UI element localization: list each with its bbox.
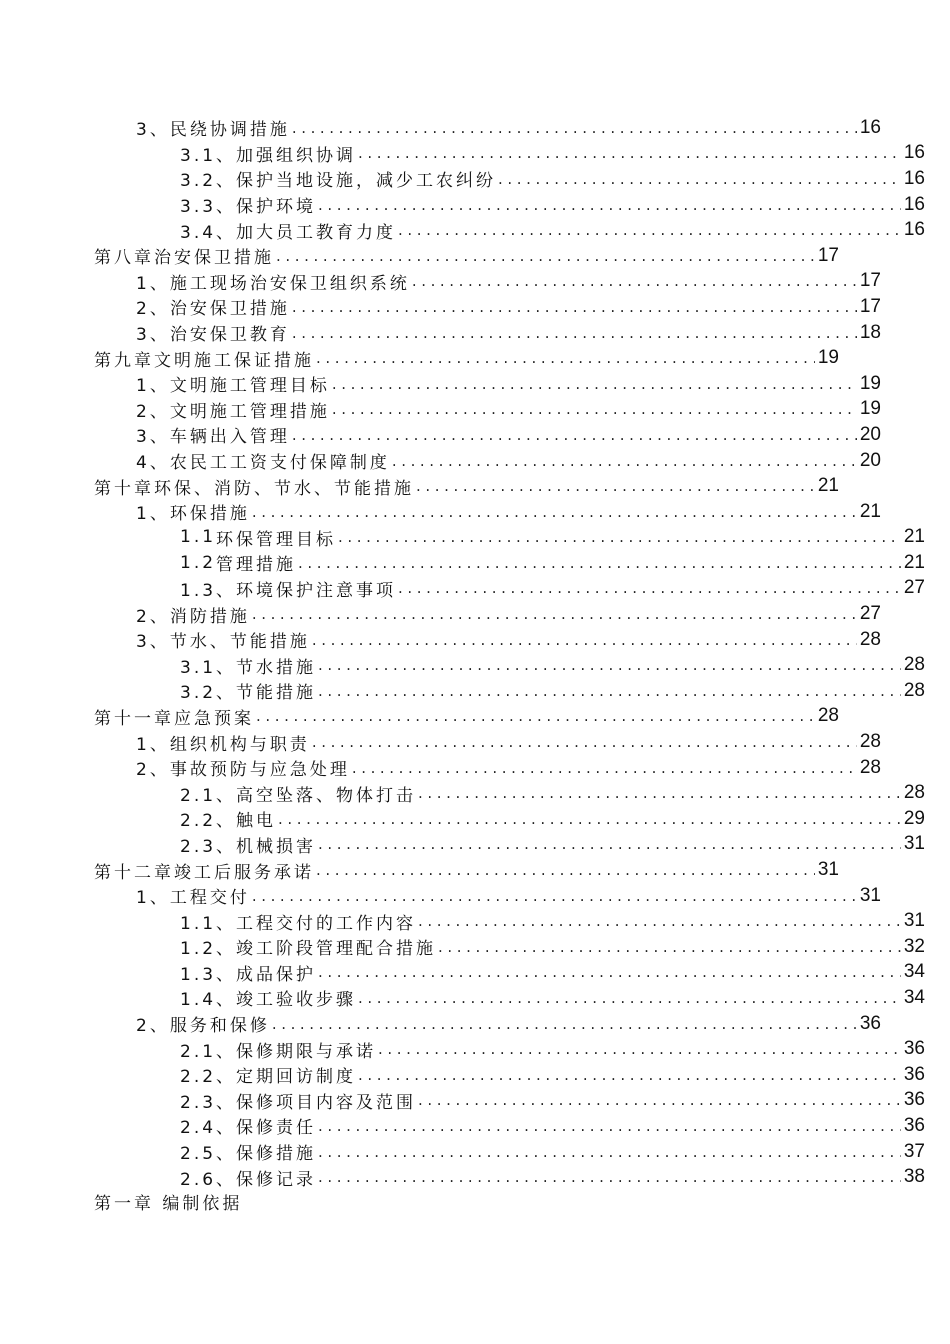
toc-entry-page-number: 36	[903, 1089, 925, 1111]
toc-entry-title: 定期回访制度	[236, 1067, 357, 1088]
toc-entry-title: 环保措施	[169, 504, 250, 525]
toc-dot-leader	[292, 118, 857, 138]
toc-entry[interactable]	[0, 1088, 925, 1114]
toc-entry-page-number: 27	[903, 577, 925, 599]
toc-entry-title: 节水措施	[236, 657, 317, 678]
toc-entry-number: 2、	[136, 760, 170, 781]
toc-entry-title: 组织机构与职责	[169, 734, 310, 755]
toc-dot-leader	[332, 399, 857, 419]
toc-entry[interactable]	[0, 371, 881, 397]
toc-entry-page-number: 36	[903, 1063, 925, 1085]
toc-entry[interactable]	[0, 115, 881, 141]
toc-entry[interactable]	[0, 320, 881, 346]
toc-entry-page-number: 28	[859, 628, 881, 650]
toc-entry-number: 第十章	[94, 478, 154, 499]
toc-entry-page-number: 21	[903, 551, 925, 573]
toc-dot-leader	[292, 297, 857, 317]
toc-dot-leader	[398, 220, 901, 240]
toc-entry-page-number: 28	[903, 654, 925, 676]
toc-entry[interactable]	[0, 550, 925, 576]
toc-entry-page-number: 34	[903, 961, 925, 983]
toc-entry[interactable]	[0, 1164, 925, 1190]
toc-entry-number: 2、	[136, 299, 170, 320]
toc-entry[interactable]	[0, 166, 925, 192]
toc-entry-number: 1、	[136, 376, 170, 397]
toc-entry-number: 2.6、	[180, 1169, 237, 1190]
toc-entry-page-number: 16	[903, 219, 925, 241]
toc-dot-leader	[316, 348, 815, 368]
toc-entry-number: 1、	[136, 734, 170, 755]
toc-entry-page-number: 36	[859, 1012, 881, 1034]
toc-entry-title: 保护环境	[236, 197, 317, 218]
toc-entry-title: 治安保卫教育	[169, 325, 290, 346]
toc-entry-number: 第八章	[94, 248, 154, 269]
toc-entry[interactable]	[0, 422, 881, 448]
toc-entry[interactable]	[0, 525, 925, 551]
toc-entry-title: 保修责任	[236, 1118, 317, 1139]
toc-entry-page-number: 31	[903, 910, 925, 932]
toc-entry-number: 1、	[136, 273, 170, 294]
toc-entry-number: 4、	[136, 453, 170, 474]
toc-entry-page-number: 31	[817, 859, 839, 881]
toc-entry-title: 消防措施	[169, 606, 250, 627]
toc-dot-leader	[252, 886, 857, 906]
toc-entry[interactable]	[0, 652, 925, 678]
toc-entry-title: 农民工工资支付保障制度	[169, 453, 390, 474]
toc-dot-leader	[498, 169, 901, 189]
toc-dot-leader	[318, 1116, 901, 1136]
toc-entry-page-number: 31	[903, 833, 925, 855]
toc-entry-page-number: 16	[903, 142, 925, 164]
toc-entry-number: 2、	[136, 606, 170, 627]
toc-entry[interactable]	[0, 217, 925, 243]
toc-dot-leader	[276, 246, 815, 266]
toc-entry-title: 机械损害	[236, 836, 317, 857]
chapter-heading	[94, 1189, 242, 1214]
toc-dot-leader	[332, 374, 857, 394]
toc-entry-number: 1.3、	[180, 964, 237, 985]
toc-entry-page-number: 17	[859, 295, 881, 317]
toc-dot-leader	[358, 143, 901, 163]
toc-entry-number: 3、	[136, 120, 170, 141]
toc-dot-leader	[418, 911, 901, 931]
toc-entry-number: 1.2	[180, 552, 217, 573]
toc-entry[interactable]	[0, 627, 881, 653]
toc-entry-number: 1.3、	[180, 580, 237, 601]
toc-entry[interactable]	[0, 704, 839, 730]
toc-entry-title: 节能措施	[236, 683, 317, 704]
toc-dot-leader	[398, 578, 901, 598]
chapter-heading-title: 编制依据	[154, 1194, 243, 1214]
toc-entry-page-number: 19	[859, 372, 881, 394]
toc-entry-page-number: 16	[903, 167, 925, 189]
toc-entry-page-number: 21	[859, 500, 881, 522]
toc-entry-page-number: 38	[903, 1166, 925, 1188]
toc-entry[interactable]	[0, 960, 925, 986]
toc-entry-number: 第十一章	[94, 708, 174, 729]
toc-entry-title: 工程交付	[169, 888, 250, 909]
toc-entry-page-number: 28	[859, 756, 881, 778]
toc-entry-number: 3、	[136, 325, 170, 346]
toc-entry-title: 保修记录	[236, 1169, 317, 1190]
toc-entry-number: 第九章	[94, 350, 154, 371]
toc-entry[interactable]	[0, 269, 881, 295]
toc-entry-number: 3.4、	[180, 222, 237, 243]
toc-dot-leader	[392, 451, 857, 471]
toc-entry-number: 2、	[136, 1016, 170, 1037]
toc-entry-number: 3.3、	[180, 197, 237, 218]
toc-entry-number: 2.3、	[180, 836, 237, 857]
toc-entry-title: 保护当地设施，减少工农纠纷	[236, 171, 497, 192]
toc-dot-leader	[252, 502, 857, 522]
toc-entry[interactable]	[0, 1113, 925, 1139]
toc-entry-page-number: 18	[859, 321, 881, 343]
toc-dot-leader	[358, 1065, 901, 1085]
toc-entry-page-number: 28	[859, 731, 881, 753]
toc-entry-title: 文明施工管理措施	[169, 401, 330, 422]
toc-dot-leader	[278, 809, 901, 829]
toc-entry[interactable]	[0, 141, 925, 167]
toc-entry-page-number: 16	[859, 116, 881, 138]
toc-entry-page-number: 28	[817, 705, 839, 727]
toc-dot-leader	[292, 323, 857, 343]
toc-entry-page-number: 29	[903, 807, 925, 829]
toc-entry-page-number: 34	[903, 986, 925, 1008]
toc-entry-number: 3.2、	[180, 683, 237, 704]
toc-entry[interactable]	[0, 448, 881, 474]
toc-entry-title: 加强组织协调	[236, 145, 357, 166]
toc-entry-title: 环保管理目标	[216, 529, 337, 550]
toc-entry[interactable]	[0, 397, 881, 423]
toc-entry-number: 2.1、	[180, 785, 237, 806]
toc-entry-page-number: 28	[903, 782, 925, 804]
toc-entry[interactable]	[0, 345, 839, 371]
toc-entry[interactable]	[0, 576, 925, 602]
toc-entry[interactable]	[0, 1062, 925, 1088]
toc-entry-title: 加大员工教育力度	[236, 222, 397, 243]
toc-entry-number: 2.5、	[180, 1144, 237, 1165]
toc-entry-title: 工程交付的工作内容	[236, 913, 417, 934]
toc-entry-number: 2.2、	[180, 1067, 237, 1088]
toc-entry[interactable]	[0, 1011, 881, 1037]
toc-dot-leader	[256, 706, 815, 726]
toc-dot-leader	[318, 655, 901, 675]
toc-entry-page-number: 20	[859, 423, 881, 445]
toc-entry[interactable]	[0, 294, 881, 320]
toc-entry-page-number: 19	[859, 398, 881, 420]
toc-entry-title: 服务和保修	[169, 1016, 270, 1037]
toc-entry-title: 车辆出入管理	[169, 427, 290, 448]
toc-entry-title: 事故预防与应急处理	[169, 760, 350, 781]
toc-entry-title: 竣工验收步骤	[236, 990, 357, 1011]
toc-entry-page-number: 37	[903, 1140, 925, 1162]
table-of-contents	[0, 115, 950, 1190]
toc-entry-title: 保修期限与承诺	[236, 1041, 377, 1062]
toc-entry-title: 治安保卫措施	[169, 299, 290, 320]
toc-dot-leader	[418, 783, 901, 803]
toc-entry-page-number: 21	[903, 526, 925, 548]
toc-entry-page-number: 17	[817, 244, 839, 266]
toc-entry-title: 文明施工保证措施	[154, 350, 314, 371]
toc-entry-title: 文明施工管理目标	[169, 376, 330, 397]
toc-entry[interactable]	[0, 1036, 925, 1062]
toc-dot-leader	[318, 962, 901, 982]
toc-entry-number: 1.1、	[180, 913, 237, 934]
toc-dot-leader	[438, 937, 901, 957]
toc-dot-leader	[316, 860, 815, 880]
toc-dot-leader	[272, 1014, 857, 1034]
toc-entry-page-number: 28	[903, 679, 925, 701]
toc-entry-title: 保修措施	[236, 1144, 317, 1165]
toc-entry-number: 1.2、	[180, 939, 237, 960]
toc-dot-leader	[416, 476, 815, 496]
toc-entry-number: 2.4、	[180, 1118, 237, 1139]
toc-entry-page-number: 17	[859, 270, 881, 292]
toc-entry-number: 1、	[136, 504, 170, 525]
toc-entry-title: 治安保卫措施	[154, 248, 274, 269]
toc-entry-number: 1、	[136, 888, 170, 909]
toc-dot-leader	[352, 758, 857, 778]
toc-entry[interactable]	[0, 985, 925, 1011]
toc-entry-number: 2.2、	[180, 811, 237, 832]
toc-dot-leader	[412, 271, 857, 291]
toc-entry-page-number: 16	[903, 193, 925, 215]
toc-entry-title: 成品保护	[236, 964, 317, 985]
toc-entry-number: 1.4、	[180, 990, 237, 1011]
toc-entry-page-number: 31	[859, 884, 881, 906]
toc-entry-page-number: 32	[903, 935, 925, 957]
toc-dot-leader	[358, 988, 901, 1008]
toc-dot-leader	[318, 1167, 901, 1187]
toc-entry-number: 3.1、	[180, 145, 237, 166]
toc-entry-number: 2.3、	[180, 1092, 237, 1113]
toc-entry[interactable]	[0, 857, 839, 883]
toc-entry[interactable]	[0, 1139, 925, 1165]
toc-entry-page-number: 27	[859, 603, 881, 625]
toc-entry[interactable]	[0, 729, 881, 755]
toc-entry-title: 管理措施	[216, 555, 297, 576]
toc-entry-number: 3.1、	[180, 657, 237, 678]
toc-entry[interactable]	[0, 883, 881, 909]
toc-entry[interactable]	[0, 601, 881, 627]
toc-entry-title: 施工现场治安保卫组织系统	[169, 273, 410, 294]
toc-entry-page-number: 36	[903, 1038, 925, 1060]
toc-entry[interactable]	[0, 908, 925, 934]
toc-dot-leader	[338, 527, 901, 547]
toc-entry-number: 3.2、	[180, 171, 237, 192]
toc-dot-leader	[312, 732, 857, 752]
toc-entry[interactable]	[0, 678, 925, 704]
toc-dot-leader	[298, 553, 901, 573]
toc-entry-page-number: 21	[817, 475, 839, 497]
chapter-heading-number: 第一章	[94, 1194, 154, 1214]
toc-entry-title: 应急预案	[174, 708, 254, 729]
toc-entry-title: 节水、节能措施	[169, 632, 310, 653]
toc-entry[interactable]	[0, 473, 839, 499]
toc-entry-title: 民绕协调措施	[169, 120, 290, 141]
toc-entry-title: 竣工阶段管理配合措施	[236, 939, 437, 960]
toc-entry-number: 第十二章	[94, 862, 174, 883]
toc-entry[interactable]	[0, 499, 881, 525]
toc-entry-title: 竣工后服务承诺	[174, 862, 314, 883]
toc-dot-leader	[418, 1090, 901, 1110]
toc-entry[interactable]	[0, 243, 839, 269]
toc-dot-leader	[312, 630, 857, 650]
toc-entry-title: 保修项目内容及范围	[236, 1092, 417, 1113]
toc-entry-number: 3、	[136, 632, 170, 653]
toc-entry-number: 2、	[136, 401, 170, 422]
toc-dot-leader	[318, 834, 901, 854]
toc-entry[interactable]	[0, 780, 925, 806]
toc-entry[interactable]	[0, 832, 925, 858]
toc-dot-leader	[378, 1039, 901, 1059]
toc-entry-title: 环境保护注意事项	[236, 580, 397, 601]
toc-dot-leader	[318, 681, 901, 701]
toc-dot-leader	[318, 195, 901, 215]
toc-entry-title: 环保、消防、节水、节能措施	[154, 478, 414, 499]
toc-entry-page-number: 36	[903, 1114, 925, 1136]
toc-dot-leader	[318, 1142, 901, 1162]
toc-entry[interactable]	[0, 934, 925, 960]
toc-entry-page-number: 19	[817, 347, 839, 369]
toc-entry-page-number: 20	[859, 449, 881, 471]
toc-dot-leader	[252, 604, 857, 624]
toc-entry-title: 触电	[236, 811, 277, 832]
toc-entry-number: 2.1、	[180, 1041, 237, 1062]
toc-dot-leader	[292, 425, 857, 445]
toc-entry[interactable]	[0, 192, 925, 218]
toc-entry-number: 3、	[136, 427, 170, 448]
toc-entry-title: 高空坠落、物体打击	[236, 785, 417, 806]
toc-entry[interactable]	[0, 806, 925, 832]
toc-entry[interactable]	[0, 755, 881, 781]
toc-entry-number: 1.1	[180, 527, 217, 548]
